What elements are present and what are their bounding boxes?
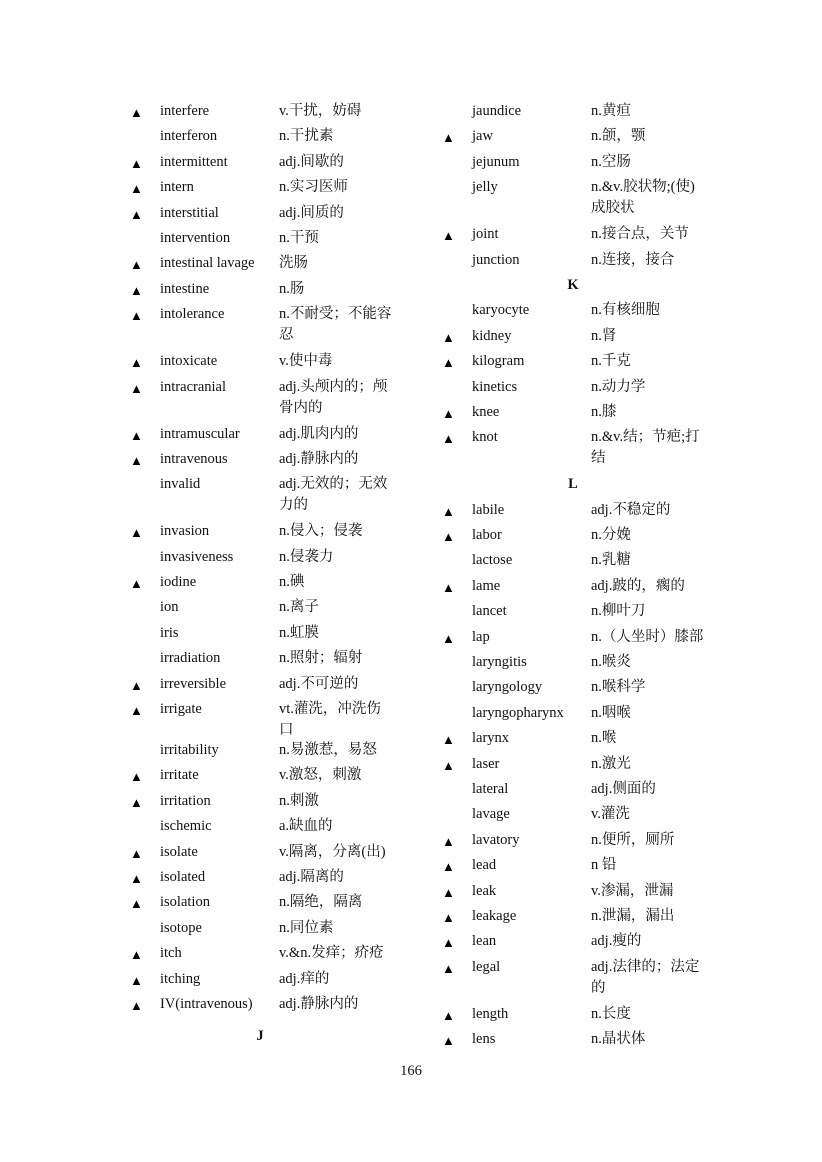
glossary-entry: [130, 203, 420, 228]
glossary-entry: [130, 253, 420, 278]
triangle-marker-icon: ▲: [130, 870, 143, 886]
entry-term: jaw: [472, 128, 493, 145]
entry-definition: adj.静脉内的: [279, 450, 359, 467]
entry-definition: n.空肠: [591, 153, 631, 170]
entry-definition: n.有核细胞: [591, 302, 660, 319]
triangle-marker-icon: ▲: [130, 380, 143, 396]
entry-term: itching: [160, 970, 201, 987]
glossary-entry: [442, 300, 742, 325]
entry-term: intermittent: [160, 153, 228, 170]
triangle-marker-icon: ▲: [130, 355, 143, 371]
triangle-marker-icon: ▲: [130, 845, 143, 861]
entry-term: interfere: [160, 103, 210, 119]
entry-term: lean: [472, 933, 497, 950]
glossary-entry: [442, 250, 742, 275]
glossary-entry: [130, 791, 420, 816]
entry-term: irrigate: [160, 701, 202, 718]
entry-term: irritation: [160, 792, 211, 809]
entry-term: larynx: [472, 730, 510, 747]
triangle-marker-icon: ▲: [130, 427, 143, 443]
entry-term: invasiveness: [160, 548, 234, 565]
entry-term: laryngology: [472, 679, 543, 696]
entry-definition: vt.灌洗，冲洗伤口: [279, 701, 381, 739]
letter-heading-l: L: [568, 476, 578, 493]
entry-definition: v.渗漏，泄漏: [591, 882, 674, 899]
triangle-marker-icon: ▲: [442, 909, 455, 925]
entry-term: lancet: [472, 603, 507, 620]
glossary-entry: [130, 547, 420, 572]
entry-term: jejunum: [472, 153, 520, 170]
glossary-entry: [130, 101, 420, 126]
glossary-entry: [442, 550, 742, 575]
entry-term: lead: [472, 857, 497, 874]
letter-heading-k: K: [567, 276, 579, 293]
entry-term: lap: [472, 628, 490, 645]
entry-definition: adj.法律的；法定的: [591, 958, 700, 996]
glossary-entry: [442, 728, 742, 753]
entry-term: iris: [160, 624, 179, 641]
entry-term: lens: [472, 1031, 496, 1048]
entry-definition: v.干扰，妨碍: [279, 103, 362, 119]
glossary-entry: [130, 126, 420, 151]
entry-term: joint: [472, 226, 499, 243]
entry-term: interstitial: [160, 204, 219, 221]
entry-term: intramuscular: [160, 425, 240, 442]
triangle-marker-icon: ▲: [442, 1007, 455, 1023]
triangle-marker-icon: ▲: [442, 529, 455, 545]
entry-definition: adj.头颅内的；颅骨内的: [279, 378, 388, 416]
entry-definition: n.动力学: [591, 378, 646, 395]
entry-definition: v.&n.发痒；疥疮: [279, 945, 384, 962]
entry-definition: adj.间歇的: [279, 153, 344, 170]
glossary-entry: [130, 842, 420, 867]
entry-definition: n.分娩: [591, 527, 631, 544]
entry-definition: n.照射；辐射: [279, 650, 363, 667]
triangle-marker-icon: ▲: [130, 181, 143, 197]
entry-definition: n.刺激: [279, 792, 319, 809]
entry-definition: v.激怒，刺激: [279, 767, 362, 784]
triangle-marker-icon: ▲: [130, 206, 143, 222]
glossary-entry: [130, 969, 420, 994]
triangle-marker-icon: ▲: [130, 794, 143, 810]
glossary-entry: [442, 627, 742, 652]
glossary-entry: [130, 152, 420, 177]
entry-term: kidney: [472, 327, 512, 344]
entry-definition: v.使中毒: [279, 353, 333, 370]
glossary-entry: [442, 677, 742, 702]
glossary-entry: [130, 474, 420, 521]
entry-term: isolated: [160, 868, 206, 885]
entry-definition: n.长度: [591, 1005, 631, 1022]
entry-definition: n.晶状体: [591, 1031, 646, 1048]
right-column: [442, 101, 742, 1055]
entry-definition: adj.瘦的: [591, 933, 642, 950]
entry-definition: n.侵入；侵袭: [279, 523, 363, 540]
entry-definition: n.肾: [591, 327, 617, 344]
entry-term: isolation: [160, 894, 210, 911]
glossary-entry: [442, 427, 742, 474]
triangle-marker-icon: ▲: [442, 935, 455, 951]
entry-definition: adj.跛的，瘸的: [591, 577, 685, 594]
triangle-marker-icon: ▲: [442, 431, 455, 447]
entry-term: laryngopharynx: [472, 704, 564, 721]
entry-definition: n.连接，接合: [591, 251, 675, 268]
page-number: 166: [400, 1063, 422, 1079]
glossary-entry: [130, 648, 420, 673]
entry-term: labile: [472, 501, 505, 518]
triangle-marker-icon: ▲: [130, 703, 143, 719]
glossary-entry: [442, 576, 742, 601]
triangle-marker-icon: ▲: [130, 525, 143, 541]
entry-term: jelly: [472, 179, 498, 196]
entry-term: intolerance: [160, 306, 225, 323]
triangle-marker-icon: ▲: [130, 972, 143, 988]
entry-definition: n.喉炎: [591, 654, 631, 671]
entry-definition: n 铅: [591, 857, 617, 874]
entry-term: lateral: [472, 780, 509, 797]
entry-definition: n.激光: [591, 755, 631, 772]
entry-definition: adj.间质的: [279, 204, 344, 221]
entry-definition: n.易激惹，易怒: [279, 742, 377, 759]
glossary-entry: [130, 623, 420, 648]
triangle-marker-icon: ▲: [130, 282, 143, 298]
glossary-entry: [130, 674, 420, 699]
entry-definition: n.喉: [591, 730, 617, 747]
triangle-marker-icon: ▲: [442, 355, 455, 371]
glossary-entry: [442, 601, 742, 626]
entry-definition: n.喉科学: [591, 679, 646, 696]
entry-term: irradiation: [160, 650, 221, 667]
entry-definition: adj.无效的；无效力的: [279, 476, 388, 514]
entry-definition: adj.痒的: [279, 970, 330, 987]
glossary-entry: [442, 326, 742, 351]
entry-term: junction: [472, 251, 520, 268]
glossary-entry: [442, 500, 742, 525]
entry-definition: n.侵袭力: [279, 548, 334, 565]
entry-term: invasion: [160, 523, 210, 540]
entry-term: kilogram: [472, 353, 525, 370]
glossary-entry: [442, 1029, 742, 1054]
glossary-entry: [442, 1004, 742, 1029]
entry-definition: n.肠: [279, 280, 305, 297]
triangle-marker-icon: ▲: [130, 947, 143, 963]
glossary-entry: [130, 279, 420, 304]
entry-definition: n.&v.结；节疤;打结: [591, 429, 700, 467]
entry-definition: n.乳糖: [591, 552, 631, 569]
triangle-marker-icon: ▲: [130, 997, 143, 1013]
glossary-entry: [442, 152, 742, 177]
glossary-entry: [130, 867, 420, 892]
entry-term: isotope: [160, 919, 202, 936]
glossary-entry: [442, 804, 742, 829]
entry-definition: n.膝: [591, 403, 617, 420]
triangle-marker-icon: ▲: [130, 452, 143, 468]
entry-definition: 洗肠: [279, 255, 308, 272]
triangle-marker-icon: ▲: [442, 884, 455, 900]
glossary-entry: [442, 906, 742, 931]
glossary-entry: [130, 424, 420, 449]
entry-term: itch: [160, 945, 182, 962]
entry-term: intracranial: [160, 378, 227, 395]
triangle-marker-icon: ▲: [442, 579, 455, 595]
triangle-marker-icon: ▲: [130, 257, 143, 273]
triangle-marker-icon: ▲: [442, 960, 455, 976]
entry-term: intestine: [160, 280, 210, 297]
entry-definition: v.灌洗: [591, 806, 630, 823]
entry-definition: n.千克: [591, 353, 631, 370]
entry-term: intravenous: [160, 450, 228, 467]
entry-term: irritate: [160, 767, 199, 784]
entry-term: laryngitis: [472, 654, 527, 671]
entry-term: karyocyte: [472, 302, 530, 319]
triangle-marker-icon: ▲: [442, 732, 455, 748]
glossary-entry: [130, 521, 420, 546]
glossary-entry: [442, 881, 742, 906]
glossary-entry: [442, 525, 742, 550]
entry-term: irritability: [160, 742, 219, 759]
entry-definition: n.实习医师: [279, 179, 348, 196]
glossary-entry: [130, 699, 420, 740]
entry-term: legal: [472, 958, 501, 975]
glossary-entry: [442, 101, 742, 126]
entry-term: lavage: [472, 806, 510, 823]
glossary-entry: [442, 177, 742, 224]
triangle-marker-icon: ▲: [130, 105, 143, 120]
entry-definition: n.黄疸: [591, 103, 631, 119]
entry-definition: n.&v.胶状物;(使)成胶状: [591, 179, 695, 217]
entry-term: irreversible: [160, 675, 227, 692]
entry-definition: n.碘: [279, 574, 305, 591]
glossary-entry: [442, 126, 742, 151]
entry-definition: n.同位素: [279, 919, 334, 936]
entry-term: lactose: [472, 552, 513, 569]
entry-definition: n.颌，颚: [591, 128, 646, 145]
glossary-entry: [130, 765, 420, 790]
glossary-entry: [130, 994, 420, 1019]
glossary-entry: [442, 957, 742, 1004]
entry-term: intern: [160, 179, 194, 196]
entry-definition: n.干预: [279, 229, 319, 246]
triangle-marker-icon: ▲: [130, 155, 143, 171]
entry-definition: a.缺血的: [279, 818, 333, 835]
glossary-entry: [442, 377, 742, 402]
entry-definition: adj.不稳定的: [591, 501, 671, 518]
entry-term: labor: [472, 527, 502, 544]
entry-definition: n.离子: [279, 599, 319, 616]
entry-definition: adj.静脉内的: [279, 995, 359, 1012]
entry-definition: n.不耐受；不能容忍: [279, 306, 392, 344]
triangle-marker-icon: ▲: [130, 896, 143, 912]
glossary-entry: [442, 779, 742, 804]
triangle-marker-icon: ▲: [442, 329, 455, 345]
glossary-entry: [130, 304, 420, 351]
entry-term: intervention: [160, 229, 231, 246]
glossary-entry: [442, 754, 742, 779]
triangle-marker-icon: ▲: [442, 503, 455, 519]
glossary-entry: [130, 597, 420, 622]
triangle-marker-icon: ▲: [442, 859, 455, 875]
glossary-entry: [130, 918, 420, 943]
glossary-entry: [442, 830, 742, 855]
triangle-marker-icon: ▲: [442, 130, 455, 146]
left-column: [130, 101, 420, 1052]
glossary-entry: [442, 931, 742, 956]
triangle-marker-icon: ▲: [130, 308, 143, 324]
entry-term: iodine: [160, 574, 197, 591]
entry-term: length: [472, 1005, 509, 1022]
entry-definition: v.隔离，分离(出): [279, 843, 386, 860]
entry-definition: adj.不可逆的: [279, 675, 359, 692]
entry-term: isolate: [160, 843, 198, 860]
entry-term: leakage: [472, 907, 517, 924]
glossary-entry: [130, 177, 420, 202]
entry-term: knot: [472, 429, 498, 446]
glossary-entry: [442, 224, 742, 249]
entry-term: knee: [472, 403, 500, 420]
entry-definition: n.虹膜: [279, 624, 319, 641]
entry-term: jaundice: [472, 103, 522, 119]
triangle-marker-icon: ▲: [442, 833, 455, 849]
entry-term: ischemic: [160, 818, 212, 835]
glossary-entry: [130, 228, 420, 253]
entry-definition: adj.肌肉内的: [279, 425, 359, 442]
glossary-entry: [130, 740, 420, 765]
glossary-entry: [442, 855, 742, 880]
entry-definition: n.（人坐时）膝部: [591, 628, 704, 645]
entry-definition: n.便所，厕所: [591, 831, 675, 848]
glossary-entry: [442, 703, 742, 728]
entry-definition: n.咽喉: [591, 704, 631, 721]
entry-definition: n.隔绝，隔离: [279, 894, 363, 911]
entry-term: intestinal lavage: [160, 255, 255, 272]
triangle-marker-icon: ▲: [130, 769, 143, 785]
glossary-entry: [130, 351, 420, 376]
entry-definition: adj.侧面的: [591, 780, 656, 797]
triangle-marker-icon: ▲: [442, 630, 455, 646]
glossary-entry: [442, 351, 742, 376]
glossary-entry: [130, 449, 420, 474]
triangle-marker-icon: ▲: [442, 1033, 455, 1049]
triangle-marker-icon: ▲: [442, 757, 455, 773]
triangle-marker-icon: ▲: [442, 405, 455, 421]
entry-term: ion: [160, 599, 179, 616]
entry-term: lame: [472, 577, 501, 594]
glossary-entry: [130, 943, 420, 968]
glossary-entry: [130, 892, 420, 917]
entry-term: IV(intravenous): [160, 995, 253, 1012]
entry-term: kinetics: [472, 378, 518, 395]
entry-term: intoxicate: [160, 353, 218, 370]
triangle-marker-icon: ▲: [130, 677, 143, 693]
entry-definition: n.干扰素: [279, 128, 334, 145]
entry-definition: n.接合点，关节: [591, 226, 689, 243]
entry-definition: n.泄漏，漏出: [591, 907, 675, 924]
letter-heading-j: J: [256, 1028, 264, 1045]
entry-term: lavatory: [472, 831, 520, 848]
entry-definition: n.柳叶刀: [591, 603, 646, 620]
entry-definition: adj.隔离的: [279, 868, 344, 885]
glossary-entry: [130, 816, 420, 841]
glossary-entry: [130, 572, 420, 597]
glossary-entry: [442, 402, 742, 427]
entry-term: interferon: [160, 128, 218, 145]
triangle-marker-icon: ▲: [130, 576, 143, 592]
entry-term: laser: [472, 755, 500, 772]
entry-term: leak: [472, 882, 497, 899]
entry-term: invalid: [160, 476, 201, 493]
triangle-marker-icon: ▲: [442, 228, 455, 244]
glossary-entry: [442, 652, 742, 677]
glossary-entry: [130, 377, 420, 424]
